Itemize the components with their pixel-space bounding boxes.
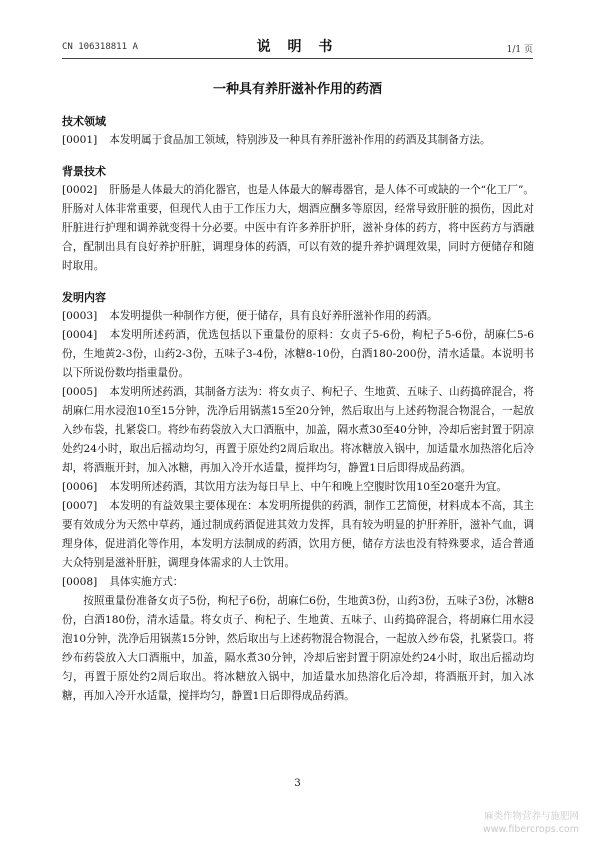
paragraph-text: 本发明所述药酒，其制备方法为：将女贞子、枸杞子、生地黄、五味子、山药捣碎混合，将胡麻仁用水浸泡10至15分钟，洗净后用锅蒸15至20分钟，然后取出与上述药物混合物混合，一起放入纱布袋，扎紧袋口。将纱布药袋放入大口酒瓶中，加盖，隔水煮30至40分钟，冷却后密封置于阴凉处约24小时，取出后摇动均匀，再置于原处约2周后取出。将冰糖放入锅中，加适量水加热溶化后冷却，将酒瓶开封，加入冰糖，再加入冷开水适量，搅拌均匀，静置1日后即得成品药酒。 <box>62 386 534 474</box>
publication-number: CN 106318811 A <box>62 42 138 52</box>
paragraph-text: 本发明所述药酒，优选包括以下重量份的原料：女贞子5-6份，枸杞子5-6份，胡麻仁5-6份，生地黄2-3份，山药2-3份，五味子3-4份，冰糖8-10份，白酒180-200份，清水适量。本说明书以下所说份数均指重量份。 <box>62 329 534 379</box>
paragraph-0006 <box>62 478 534 497</box>
page-header <box>62 36 533 56</box>
section-heading-summary: 发明内容 <box>62 291 106 304</box>
paragraph-heading: 具体实施方式： <box>109 576 184 588</box>
paragraph-0003 <box>62 307 534 326</box>
paragraph-text: 本发明提供一种制作方便，便于储存，具有良好养肝滋补作用的药酒。 <box>109 310 438 322</box>
page-info: 1/1 页 <box>506 45 533 55</box>
paragraph-number: [0003] <box>62 310 98 322</box>
paragraph-text: 本发明属于食品加工领域，特别涉及一种具有养肝滋补作用的药酒及其制备方法。 <box>109 134 491 146</box>
paragraph-number: [0002] <box>62 184 98 196</box>
section-heading-tech-field: 技术领域 <box>62 115 106 128</box>
paragraph-text: 肝肠是人体最大的消化器官，也是人体最大的解毒器官，是人体不可或缺的一个“化工厂”。肝肠对人体非常重要，但现代人由于工作压力大，烟酒应酬多等原因，经常导致肝脏的损伤，因此对肝脏进行护理和调养就变得十分必要。中医中有许多养肝护肝，滋补身体的药方，将中医药方与酒融合，配制出具有良好养护肝脏，调理身体的药酒，可以有效的提升养护调理效果，同时方便储存和随时取用。 <box>62 184 534 272</box>
document-type: 说 明 书 <box>256 39 339 55</box>
document-body <box>62 112 534 706</box>
paragraph-0008 <box>62 573 534 592</box>
paragraph-0008-body: 按照重量份准备女贞子5份，枸杞子6份，胡麻仁6份，生地黄3份，山药3份，五味子3份，冰糖8份，白酒180份，清水适量。将女贞子、枸杞子、生地黄、五味子、山药捣碎混合，将胡麻仁用水浸泡10分钟，洗净后用锅蒸15分钟，然后取出与上述药物混合物混合，一起放入纱布袋，扎紧袋口。将纱布药袋放入大口酒瓶中，加盖，隔水煮30分钟，冷却后密封置于阴凉处约24小时，取出后摇动均匀，再置于原处约2周后取出。将冰糖放入锅中，加适量水加热溶化后冷却，将酒瓶开封，加入冰糖，再加入冷开水适量，搅拌均匀，静置1日后即得成品药酒。 <box>62 595 534 702</box>
paragraph-number: [0007] <box>62 500 98 512</box>
page-number: 3 <box>294 778 301 789</box>
paragraph-0007 <box>62 497 534 573</box>
paragraph-text: 本发明所述药酒，其饮用方法为每日早上、中午和晚上空腹时饮用10至20毫升为宜。 <box>109 481 507 493</box>
paragraph-0001 <box>62 131 534 150</box>
paragraph-number: [0004] <box>62 329 98 341</box>
document-title: 一种具有养肝滋补作用的药酒 <box>212 82 382 97</box>
paragraph-number: [0001] <box>62 134 98 146</box>
paragraph-0002 <box>62 181 534 276</box>
paragraph-number: [0005] <box>62 386 98 398</box>
watermark <box>483 810 579 836</box>
watermark-title: 麻类作物营养与施肥网 <box>483 811 579 822</box>
header-divider <box>62 58 533 59</box>
paragraph-0004 <box>62 326 534 383</box>
paragraph-number: [0008] <box>62 576 98 588</box>
paragraph-text: 本发明的有益效果主要体现在：本发明所提供的药酒，制作工艺简便，材料成本不高，其主要有效成分为天然中草药，通过制成药酒促进其效力发挥，具有较为明显的护肝养肝，滋补气血，调理身体，促进消化等作用，本发明方法制成的药酒，饮用方便，储存方法也没有特殊要求，适合普通大众特别是滋补肝脏，调理身体需求的人士饮用。 <box>62 500 534 569</box>
paragraph-number: [0006] <box>62 481 98 493</box>
paragraph-0005 <box>62 383 534 478</box>
watermark-url: www.fibercrops.com <box>482 824 579 835</box>
section-heading-background: 背景技术 <box>62 165 106 178</box>
